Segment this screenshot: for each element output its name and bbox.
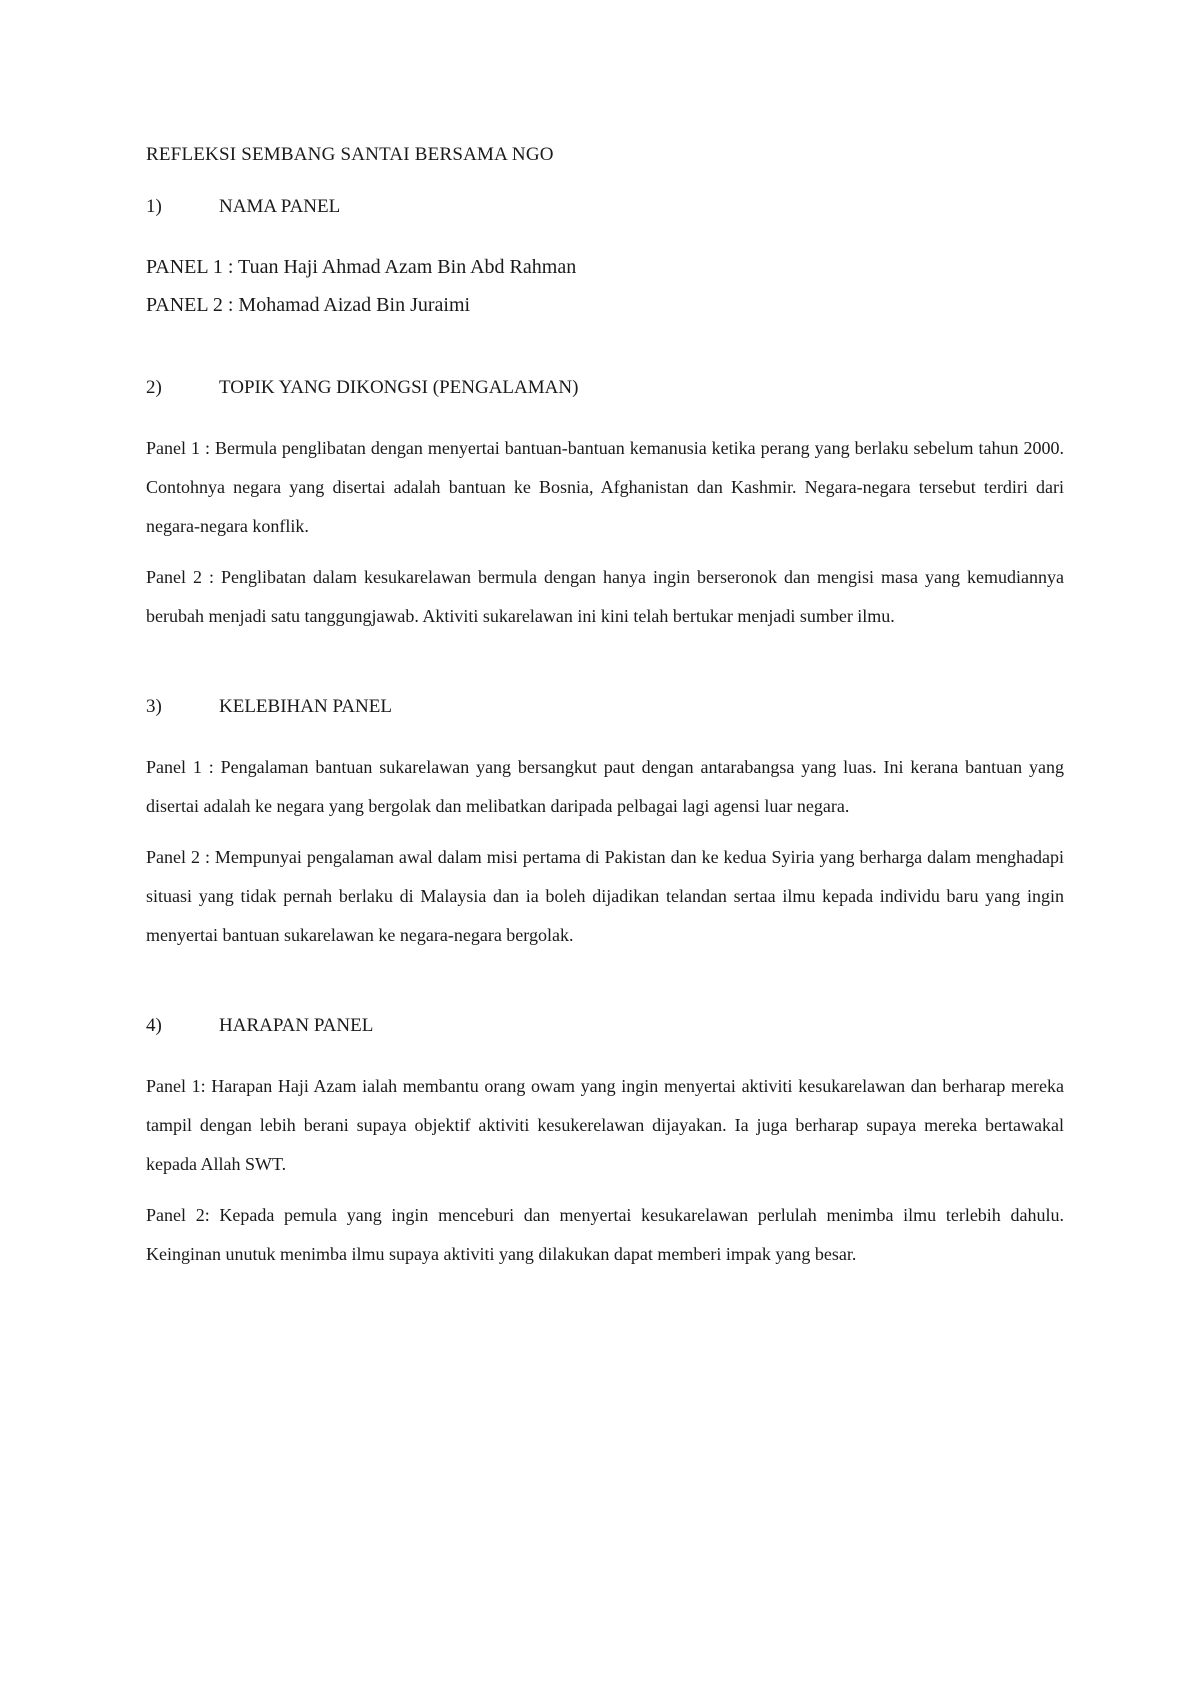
section-title: KELEBIHAN PANEL: [219, 696, 392, 717]
section-number: 4): [146, 1015, 162, 1036]
section-number: 1): [146, 196, 162, 217]
paragraph-harapan-panel-2: Panel 2: Kepada pemula yang ingin menceburi dan menyertai kesukarelawan perlulah menimba ilmu terlebih dahulu. Keinginan unutuk menimba ilmu supaya aktiviti yang dilakukan dapat memberi impak yang besar.: [146, 1205, 1064, 1264]
paragraph-harapan-panel-1: Panel 1: Harapan Haji Azam ialah membantu orang owam yang ingin menyertai aktiviti kesukarelawan dan berharap mereka tampil dengan lebih berani supaya objektif aktiviti kesukerelawan dijayakan. Ia juga berharap supaya mereka bertawakal kepada Allah SWT.: [146, 1076, 1064, 1174]
section-heading-harapan: [146, 1014, 1064, 1038]
section-number: 3): [146, 696, 162, 717]
document-title: REFLEKSI SEMBANG SANTAI BERSAMA NGO: [146, 144, 554, 165]
section-title: NAMA PANEL: [219, 196, 341, 217]
section-heading-kelebihan: [146, 695, 1064, 719]
paragraph-kelebihan-panel-1: Panel 1 : Pengalaman bantuan sukarelawan yang bersangkut paut dengan antarabangsa yang luas. Ini kerana bantuan yang disertai adalah ke negara yang bergolak dan melibatkan daripada pelbagai lagi agensi luar negara.: [146, 757, 1064, 816]
section-title: HARAPAN PANEL: [219, 1015, 374, 1036]
paragraph-topik-panel-2: Panel 2 : Penglibatan dalam kesukarelawan bermula dengan hanya ingin berseronok dan mengisi masa yang kemudiannya berubah menjadi satu tanggungjawab. Aktiviti sukarelawan ini kini telah bertukar menjadi sumber ilmu.: [146, 567, 1064, 626]
paragraph-kelebihan-panel-2: Panel 2 : Mempunyai pengalaman awal dalam misi pertama di Pakistan dan ke kedua Syiria yang berharga dalam menghadapi situasi yang tidak pernah berlaku di Malaysia dan ia boleh dijadikan telandan sertaa ilmu kepada individu baru yang ingin menyertai bantuan sukarelawan ke negara-negara bergolak.: [146, 847, 1064, 945]
section-number: 2): [146, 377, 162, 398]
panel-1-name: PANEL 1 : Tuan Haji Ahmad Azam Bin Abd Rahman: [146, 256, 577, 278]
section-heading-nama-panel: [146, 195, 1064, 219]
panel-names: [146, 248, 1064, 324]
panel-2-name: PANEL 2 : Mohamad Aizad Bin Juraimi: [146, 294, 471, 316]
section-title: TOPIK YANG DIKONGSI (PENGALAMAN): [219, 377, 579, 398]
section-heading-topik: [146, 376, 1064, 400]
document-body: [146, 143, 1064, 1286]
paragraph-topik-panel-1: Panel 1 : Bermula penglibatan dengan menyertai bantuan-bantuan kemanusia ketika perang yang berlaku sebelum tahun 2000. Contohnya negara yang disertai adalah bantuan ke Bosnia, Afghanistan dan Kashmir. Negara-negara tersebut terdiri dari negara-negara konflik.: [146, 438, 1064, 536]
